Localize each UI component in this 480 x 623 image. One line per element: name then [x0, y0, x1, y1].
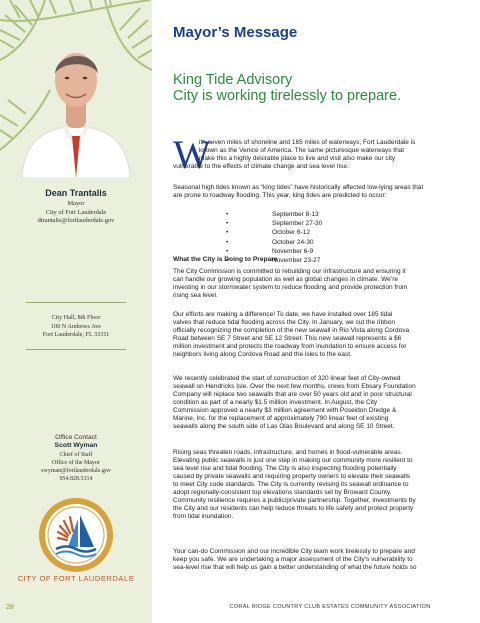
- paragraph-line: Our efforts are making a difference! To date, we have installed over 185 tidal: [173, 311, 393, 318]
- intro-line: ith seven miles of shoreline and 165 miles of waterways, Fort Lauderdale is: [199, 139, 416, 146]
- mayor-portrait: [20, 28, 132, 178]
- paragraph-line: Road between SE 7 Street and SE 12 Street. This new seawall represents a $6: [173, 335, 402, 342]
- paragraph-line: Company will replace two seawalls that are over 50 years old and in poor structural: [173, 391, 412, 398]
- page-number: 28: [6, 604, 14, 611]
- list-item: • September 27-30: [226, 219, 322, 228]
- paragraph-line: seawalls along the south side of Las Olas Boulevard and along SE 10 Street.: [173, 423, 395, 430]
- paragraph-line: investing in our stormwater system to reduce flooding and provide protection from: [173, 284, 408, 291]
- list-item: • November 6-9: [226, 247, 322, 256]
- list-item: • October 24-30: [226, 238, 322, 247]
- intro-line: known as the Venice of America. The same picturesque waterways that: [199, 147, 405, 154]
- paragraph-line: officially recognizing the completion of the new seawall in Rio Vista along Cordova: [173, 327, 410, 334]
- paragraph-line: Seasonal high tides known as “king tides” have historically affected low-lying areas that: [173, 184, 424, 191]
- paragraph-line: condition as part of a nearly $1.5 million investment. In August, the City: [173, 399, 378, 406]
- article-subtitle: [173, 72, 466, 104]
- paragraph-line: The City Commission is committed to rebuilding our infrastructure and ensuring it: [173, 268, 406, 275]
- paragraph-line: sea-level rise that will help us gain a better understanding of what the future holds so: [173, 564, 417, 571]
- paragraph-line: Elevating public seawalls is just one step in making our community more resilient to: [173, 457, 413, 464]
- paragraph-line: rising sea level.: [173, 292, 218, 299]
- footer-publication: CORAL RIDGE COUNTRY CLUB ESTATES COMMUNITY ASSOCIATION: [229, 604, 431, 610]
- office-contact-details: [0, 451, 152, 483]
- contact-phone: 954.828.5314: [59, 476, 93, 482]
- paragraph-line: from tidal inundation.: [173, 513, 234, 520]
- list-item: • October 6-12: [226, 228, 322, 237]
- intro-line: vulnerable to the effects of climate change and sea level rise.: [173, 163, 349, 170]
- subtitle-line-1: King Tide Advisory: [173, 72, 293, 88]
- paragraph-line: adopt regionally-consistent top elevations standards set by Broward County.: [173, 489, 392, 496]
- list-item: • September 8-13: [226, 210, 322, 219]
- address-line-3: Fort Lauderdale, FL 33311: [42, 331, 110, 339]
- paragraph-line: caused by private seawalls and requiring property owners to elevate their seawalls: [173, 473, 411, 480]
- intro-line: make this a highly desirable place to live and visit also make our city: [199, 155, 396, 162]
- paragraph-line: the City and our residents can help reduce threats to life safety and protect property: [173, 505, 414, 512]
- paragraph-line: Community resilience requires a public/private partnership. Together, investments by: [173, 497, 416, 504]
- list-item: • November 23-27: [226, 256, 322, 265]
- section-heading: What the City is Doing to Prepare: [173, 256, 278, 263]
- city-name: CITY OF FORT LAUDERDALE: [17, 574, 135, 583]
- contact-email[interactable]: swyman@fortlauderdale.gov: [41, 468, 111, 474]
- office-contact-name: Scott Wyman: [54, 442, 98, 449]
- paragraph-line: Commission approved a nearly $3 million agreement with Poseidon Dredge &: [173, 407, 397, 414]
- address-line-1: City Hall, 8th Floor: [51, 314, 101, 321]
- contact-office: Office of the Mayor: [51, 460, 101, 466]
- city-seal-icon: [38, 497, 114, 573]
- contact-title: Chief of Staff: [59, 452, 93, 458]
- subtitle-line-2: City is working tirelessly to prepare.: [173, 88, 402, 104]
- paragraph-line: We recently celebrated the start of construction of 320 linear feet of City-owned: [173, 375, 401, 382]
- address-line-2: 100 N Andrews Ave: [51, 322, 101, 330]
- drop-cap: W: [173, 132, 211, 177]
- paragraph-line: to meet City code standards. The City is currently revising its seawall ordinance to: [173, 481, 409, 488]
- office-contact-label: Office Contact: [55, 434, 97, 441]
- mayor-city: City of Fort Lauderdale: [45, 208, 107, 216]
- page-title: Mayor’s Message: [173, 24, 298, 41]
- paragraph-line: Your can-do Commission and our incredible City team work tirelessly to prepare and: [173, 548, 415, 555]
- paragraph-line: sea level rise and tidal flooding. The City is also inspecting flooding potentially: [173, 465, 397, 472]
- paragraph-line: million investment and protects the roadway from inundation to ensure access for: [173, 343, 407, 350]
- mayor-title: Mayor: [67, 200, 85, 207]
- mayor-email[interactable]: dtrantalis@fortlauderdale.gov: [37, 217, 115, 225]
- paragraph-line: Rising seas threaten roads, infrastructure, and homes in flood-vulnerable areas.: [173, 449, 403, 456]
- paragraph-line: seawall on Hendricks Isle. Over the next few months, crews from Ebsary Foundation: [173, 383, 416, 390]
- mayor-name: Dean Trantalis: [45, 188, 107, 198]
- paragraph-line: keep you safe. We are undertaking a major assessment of the City’s vulnerability to: [173, 556, 413, 563]
- sidebar: [0, 0, 152, 623]
- divider: [26, 349, 126, 350]
- paragraph-line: Marine, Inc. for the replacement of approximately 790 linear feet of existing: [173, 415, 389, 422]
- paragraph-line: are prone to roadway flooding. This year, king tides are predicted to occur:: [173, 192, 387, 199]
- paragraph-line: valves that reduce tidal flooding across the City. In January, we cut the ribbon: [173, 319, 395, 326]
- mayor-address: [0, 314, 152, 340]
- divider: [26, 302, 126, 303]
- paragraph-line: can handle our growing population as well as global changes in climate. We’re: [173, 276, 398, 283]
- mayor-details: [0, 200, 152, 226]
- paragraph-line: neighbors living along Cordova Road and the isles to the east.: [173, 351, 352, 358]
